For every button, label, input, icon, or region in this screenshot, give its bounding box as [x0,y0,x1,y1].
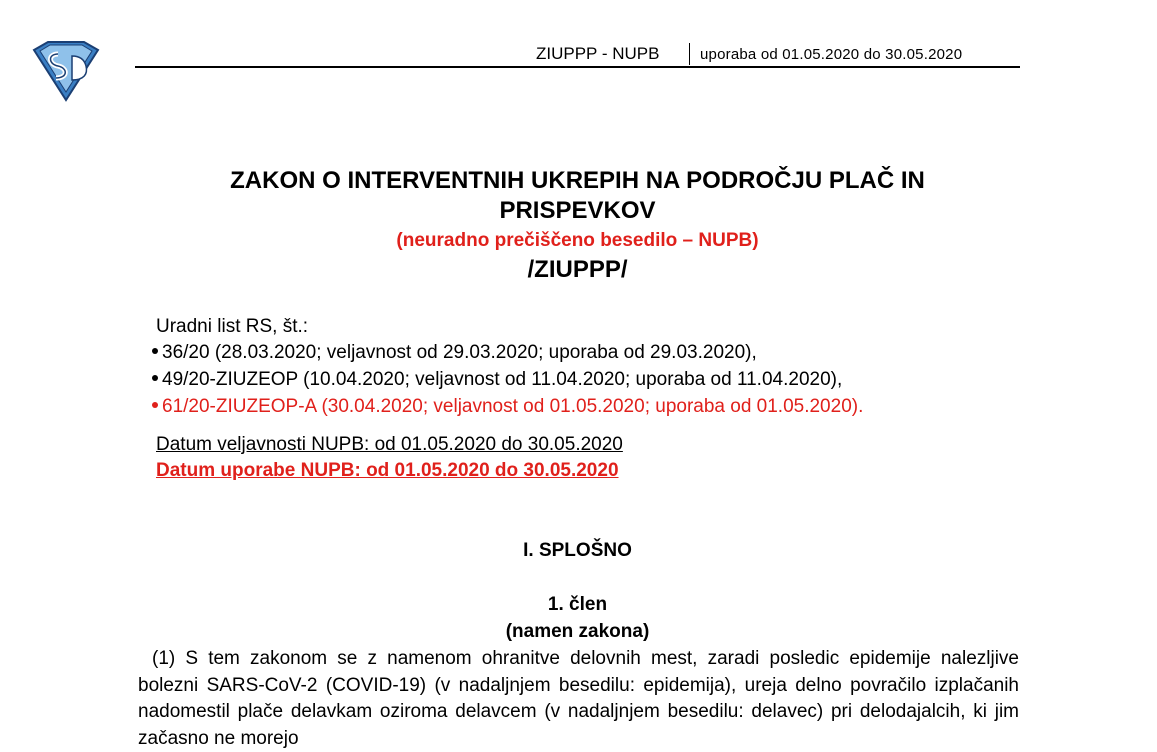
gazette-item [152,342,757,364]
article-title: (namen zakona) [505,621,650,642]
article-number: 1. člen [547,594,608,615]
bullet-icon [152,375,158,381]
bullet-icon [152,402,158,408]
law-subtitle: (neuradno prečiščeno besedilo – NUPB) [396,230,759,251]
validity-date: Datum veljavnosti NUPB: od 01.05.2020 do 30.05.2020 [156,434,623,455]
gazette-item [152,369,842,391]
header-period: uporaba od 01.05.2020 do 30.05.2020 [700,46,963,63]
header-separator [689,43,690,65]
article-paragraph [138,646,1019,752]
header-rule [135,66,1020,68]
gazette-item-text: 49/20-ZIUZEOP (10.04.2020; veljavnost od 11.04.2020; uporaba od 11.04.2020), [162,369,843,390]
chapter-heading: I. SPLOŠNO [523,540,632,561]
header-document-code: ZIUPPP - NUPB [536,44,660,63]
bullet-icon [152,348,158,354]
law-title-line-1: ZAKON O INTERVENTNIH UKREPIH NA PODROČJU PLAČ IN [230,167,925,194]
gazette-item [152,396,863,418]
application-date: Datum uporabe NUPB: od 01.05.2020 do 30.05.2020 [156,460,619,481]
gazette-item-text: 61/20-ZIUZEOP-A (30.04.2020; veljavnost od 01.05.2020; uporaba od 01.05.2020). [162,396,864,417]
law-abbreviation: /ZIUPPP/ [527,256,628,283]
gazette-label: Uradni list RS, št.: [156,316,309,337]
article-paragraph-text: (1) S tem zakonom se z namenom ohranitve delovnih mest, zaradi posledic epidemije nalezljive bolezni SARS-CoV-2 (COVID-19) (v nadaljnjem besedilu: epidemija), ureja delno povračilo izplačanih nadomestil plače delavkam oziroma delavcem (v nadaljnjem besedilu: delavec) pri delodajalcih, ki jim začasno ne morejo [138,648,1019,749]
shield-diamond-logo-icon [28,40,104,102]
gazette-item-text: 36/20 (28.03.2020; veljavnost od 29.03.2020; uporaba od 29.03.2020), [162,342,757,363]
law-title-line-2: PRISPEVKOV [499,197,656,224]
